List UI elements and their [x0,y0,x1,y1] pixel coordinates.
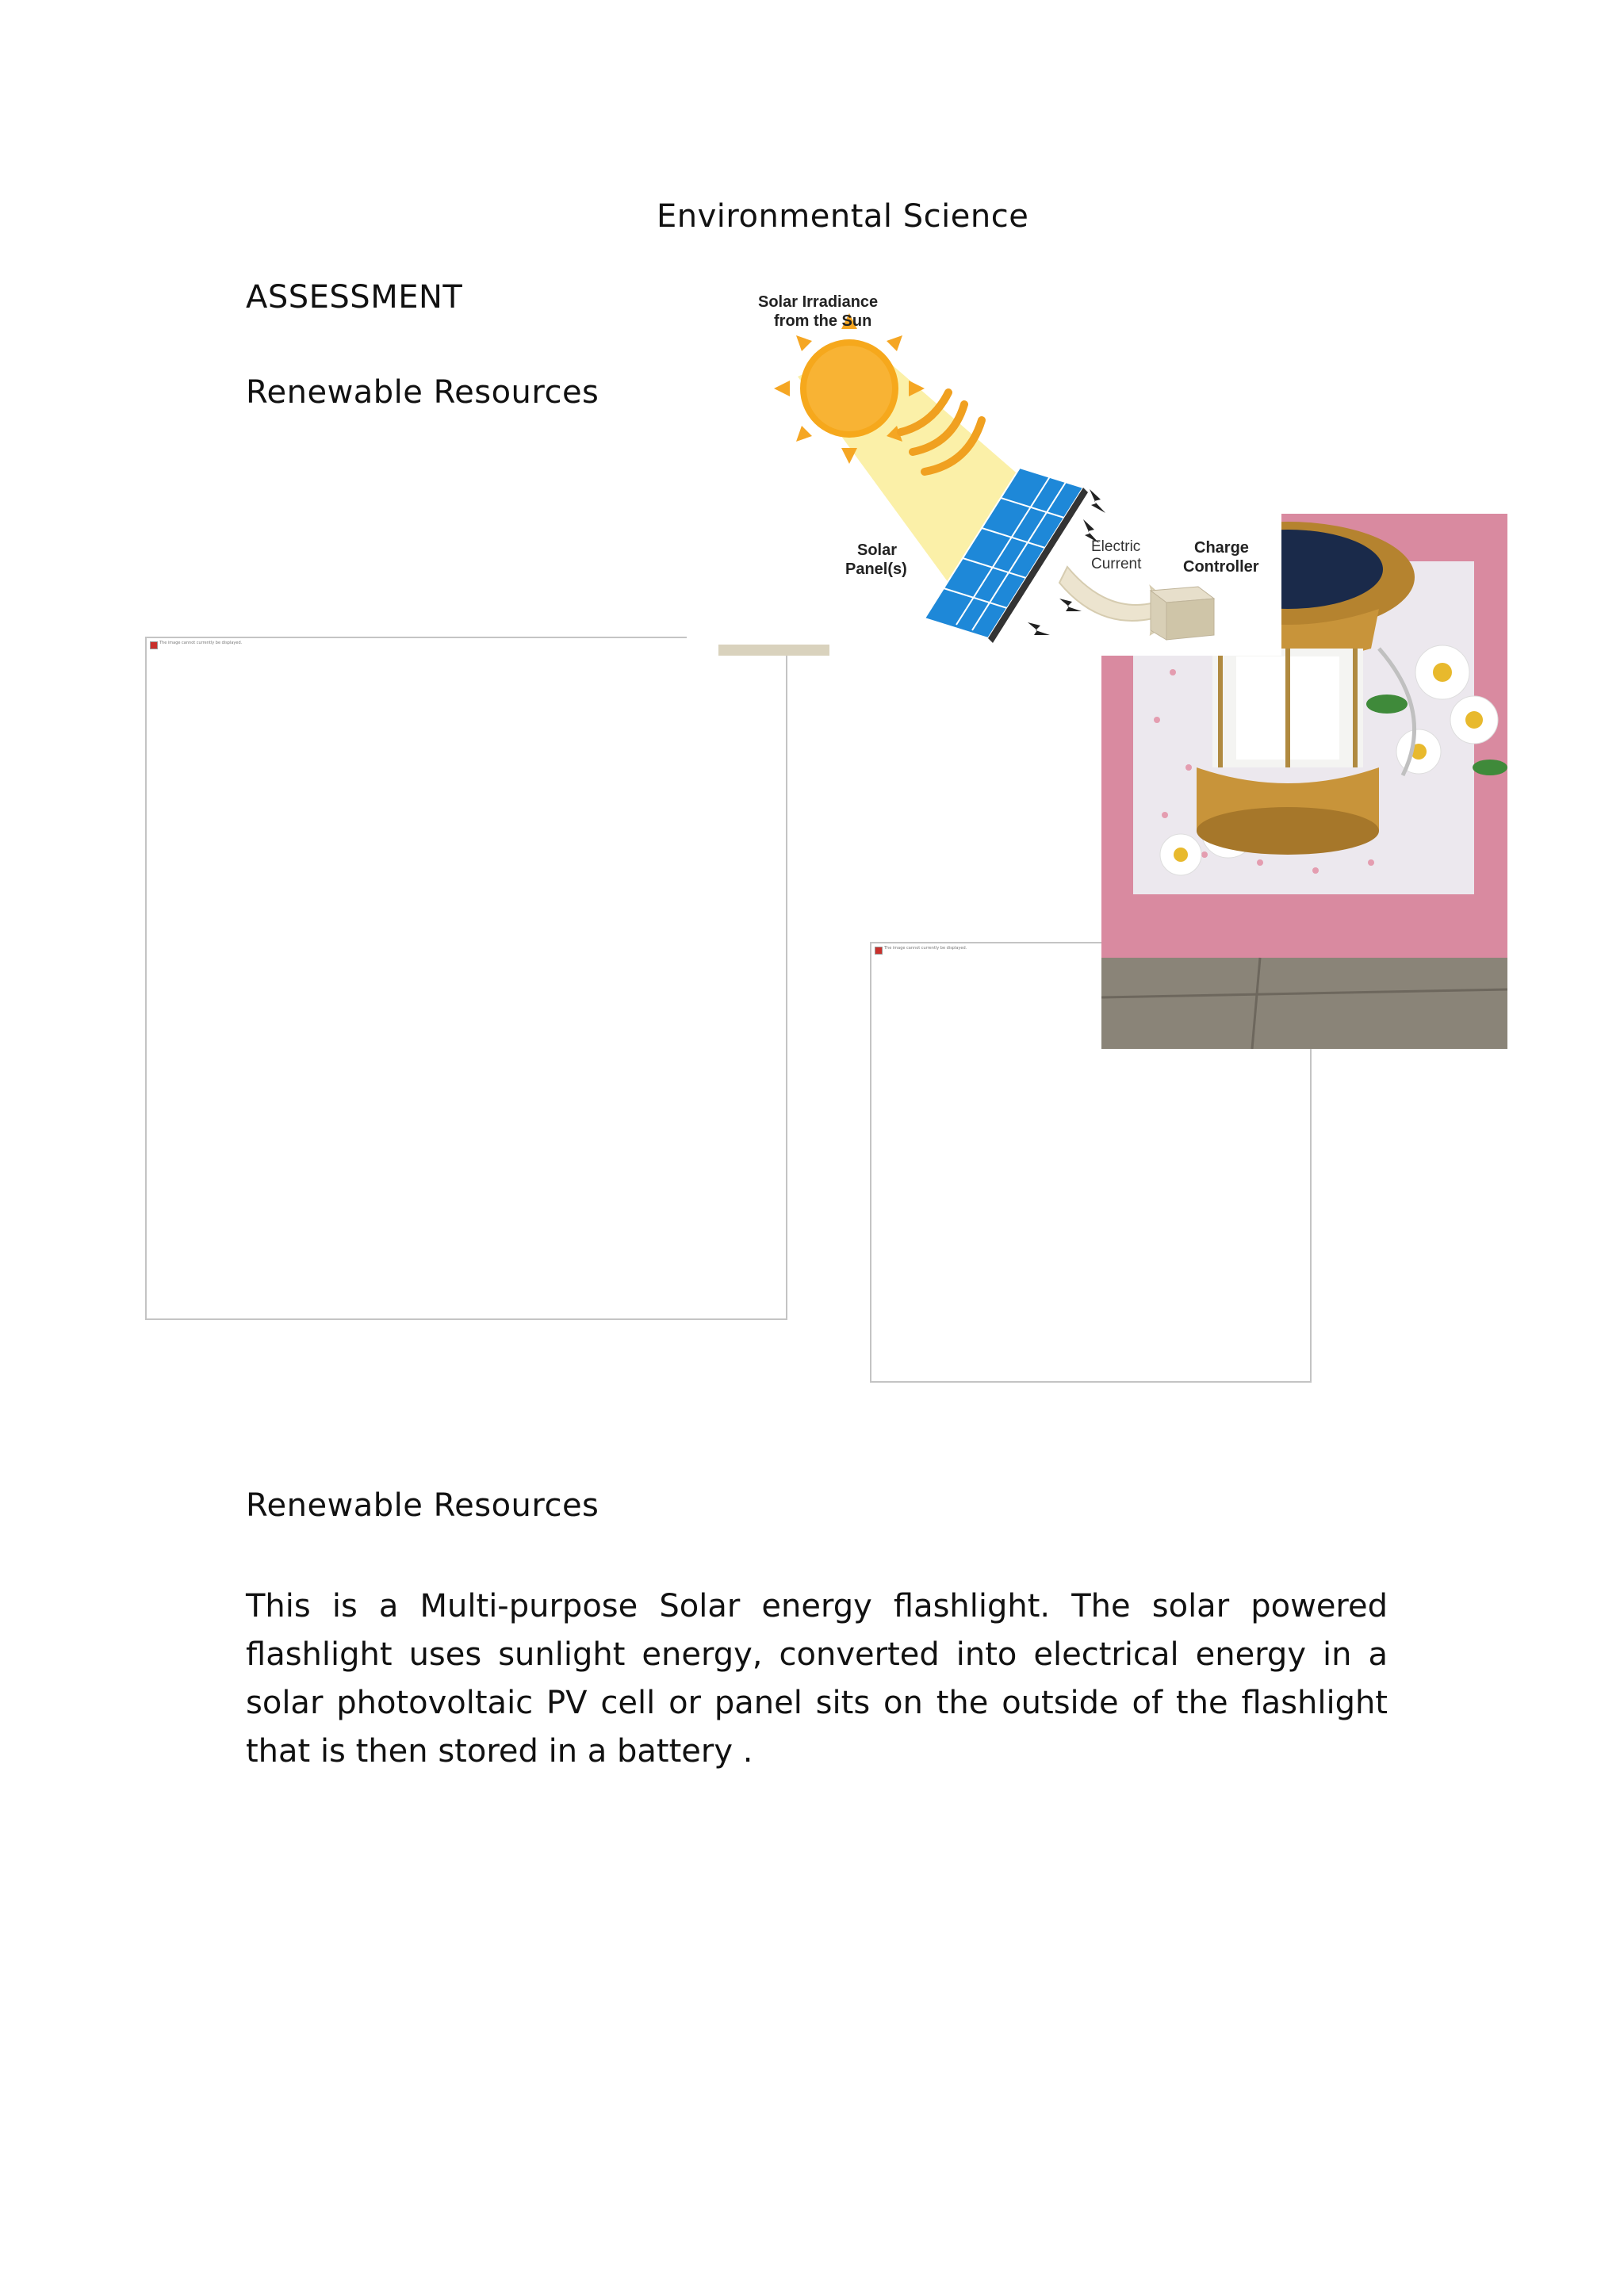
document-title: Environmental Science [657,198,1029,235]
label-solar: Solar [857,541,898,559]
label-controller: Controller [1183,558,1259,576]
label-charge: Charge [1194,539,1249,557]
heading-renewable-resources-bottom: Renewable Resources [246,1487,599,1524]
label-current: Current [1091,556,1142,572]
broken-image-large [145,637,787,1320]
label-panels: Panel(s) [845,561,907,578]
charge-controller-icon [1151,587,1214,640]
heading-assessment: ASSESSMENT [246,279,463,316]
broken-image-alt-text: The image cannot currently be displayed. [159,641,243,645]
label-solar-irradiance: Solar Irradiance [758,293,879,311]
broken-image-alt-text: The image cannot currently be displayed. [884,946,967,951]
broken-image-icon [150,641,158,649]
solar-diagram-illustration [687,281,1281,656]
broken-image-icon [875,947,883,955]
label-from-the-sun: from the Sun [774,312,872,330]
heading-renewable-resources-top: Renewable Resources [246,374,599,411]
body-paragraph: This is a Multi-purpose Solar energy flashlight. The solar powered flashlight uses sunlight energy, converted into electrical energy in a solar photovoltaic PV cell or panel sits on the outside of the flashlight that is then stored in a battery . [246,1588,1388,1770]
label-electric: Electric [1091,538,1141,555]
solar-energy-diagram [687,281,1281,656]
